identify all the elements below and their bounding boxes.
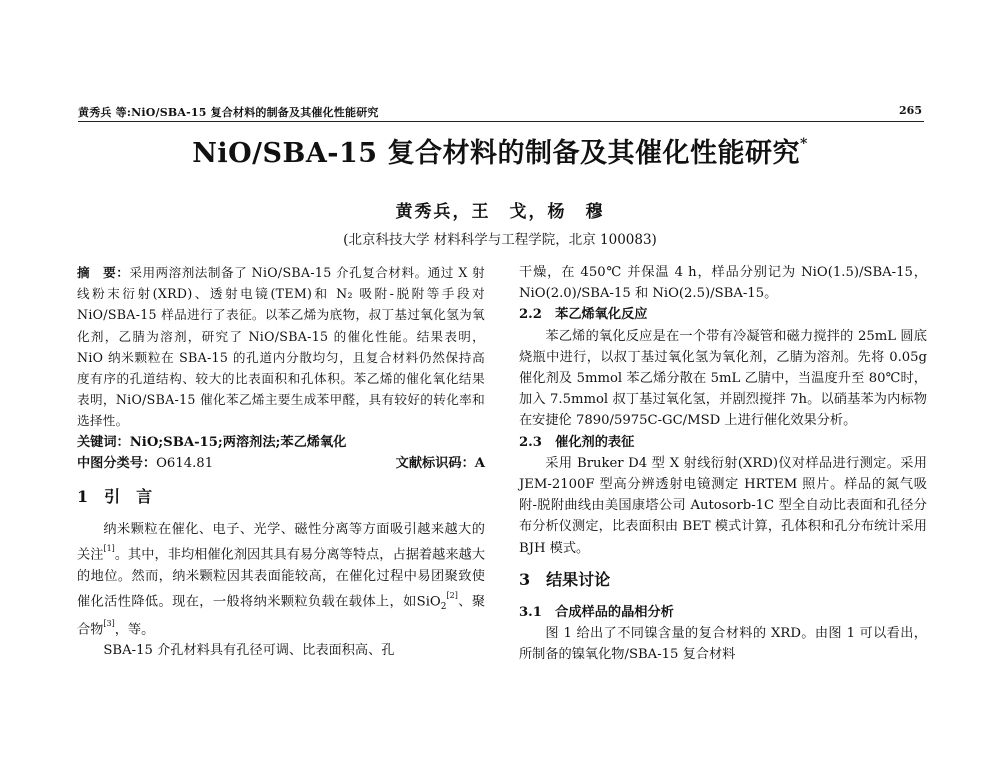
drying-paragraph: 干燥，在 450℃ 并保温 4 h，样品分别记为 NiO(1.5)/SBA-15，NiO(2.0)/SBA-15 和 NiO(2.5)/SBA-15。	[519, 265, 927, 302]
section-3-1-paragraph: 图 1 给出了不同镍含量的复合材料的 XRD。由图 1 可以看出，所制备的镍氧化物/SBA-15 复合材料	[519, 626, 927, 663]
keywords-text: NiO;SBA-15;两溶剂法;苯乙烯氧化	[129, 434, 347, 450]
abstract-label: 摘 要：	[77, 265, 130, 280]
running-title: 黄秀兵 等:NiO/SBA-15 复合材料的制备及其催化性能研究	[78, 106, 379, 119]
left-column	[77, 262, 485, 662]
intro-text-d: ，等。	[114, 622, 155, 638]
citation-2: [2]	[446, 591, 458, 601]
affiliation: (北京科技大学 材料科学与工程学院，北京 100083)	[343, 232, 657, 248]
abstract-text: 采用两溶剂法制备了 NiO/SBA-15 介孔复合材料。通过 X 射线粉末衍射(XRD)、透射电镜(TEM)和 N₂ 吸附-脱附等手段对 NiO/SBA-15 样品进行了表征。以苯乙烯为底物，叔丁基过氧化氢为氧化剂，乙腈为溶剂，研究了 NiO/SBA-15 的催化性能。结果表明，NiO 纳米颗粒在 SBA-15 的孔道内分散均匀，且复合材料仍然保持高度有序的孔道结构、较大的比表面积和孔体积。苯乙烯的催化氧化结果表明，NiO/SBA-15 催化苯乙烯主要生成苯甲醛，具有较好的转化率和选择性。	[77, 265, 485, 429]
section-1-heading: 1 引 言	[77, 487, 153, 507]
abstract	[77, 262, 485, 432]
paper-title	[0, 131, 1000, 170]
section-2-2-heading: 2.2 苯乙烯氧化反应	[519, 307, 648, 323]
running-header	[78, 101, 924, 122]
doc-code-value: A	[474, 455, 485, 471]
title-footnote-mark: *	[799, 136, 808, 152]
citation-3: [3]	[103, 618, 115, 628]
keywords	[77, 432, 485, 453]
section-2-3-heading: 2.3 催化剂的表征	[519, 434, 635, 450]
intro-text-a: 纳米颗粒在催化、电子、光学、磁性分离等方面吸引越来越大的关注	[77, 522, 485, 563]
section-2-3-paragraph: 采用 Bruker D4 型 X 射线衍射(XRD)仪对样品进行测定。采用 JEM-2100F 型高分辨透射电镜测定 HRTEM 照片。样品的氮气吸附-脱附曲线由美国康塔公司 Autosorb-1C 型全自动比表面和孔径分布分析仪测定，比表面积由 BET 模式计算，孔体积和孔分布统计采用 BJH 模式。	[519, 455, 927, 556]
section-3-1-heading: 3.1 合成样品的晶相分析	[519, 605, 674, 621]
clc-label: 中图分类号：	[77, 455, 157, 471]
citation-1: [1]	[103, 544, 115, 554]
keywords-label: 关键词：	[77, 434, 130, 450]
intro-text-c: 、聚合物	[77, 594, 486, 638]
intro-text-b: 。其中，非均相催化剂因其具有易分离等特点，占据着越来越大的地位。然而，纳米颗粒因其表面能较高，在催化过程中易团聚致使催化活性降低。现在，一般将纳米颗粒负载在载体上，如	[77, 547, 486, 610]
classification-row	[77, 453, 485, 474]
clc-value: O614.81	[156, 455, 214, 471]
paper-title-text: NiO/SBA-15 复合材料的制备及其催化性能研究	[192, 138, 800, 169]
page-number: 265	[899, 104, 922, 117]
right-column	[519, 262, 927, 666]
sio2-subscript: 2	[440, 601, 447, 612]
author-list: 黄秀兵，王 戈，杨 穆	[395, 202, 605, 222]
doc-code-label: 文献标识码：	[395, 455, 475, 471]
intro-paragraph-2: SBA-15 介孔材料具有孔径可调、比表面积高、孔	[103, 643, 395, 659]
section-3-heading: 3 结果讨论	[519, 569, 611, 589]
sio2-text: SiO	[416, 594, 441, 610]
section-2-2-paragraph: 苯乙烯的氧化反应是在一个带有冷凝管和磁力搅拌的 25mL 圆底烧瓶中进行，以叔丁基过氧化氢为氧化剂，乙腈为溶剂。先将 0.05g 催化剂及 5mmol 苯乙烯分散在 5mL 乙腈中，当温度升至 80℃时，加入 7.5mmol 叔丁基过氧化氢，并剧烈搅拌 7h。以硝基苯为内标物在安捷伦 7890/5975C-GC/MSD 上进行催化效果分析。	[519, 328, 927, 429]
intro-paragraph-1	[77, 519, 485, 640]
